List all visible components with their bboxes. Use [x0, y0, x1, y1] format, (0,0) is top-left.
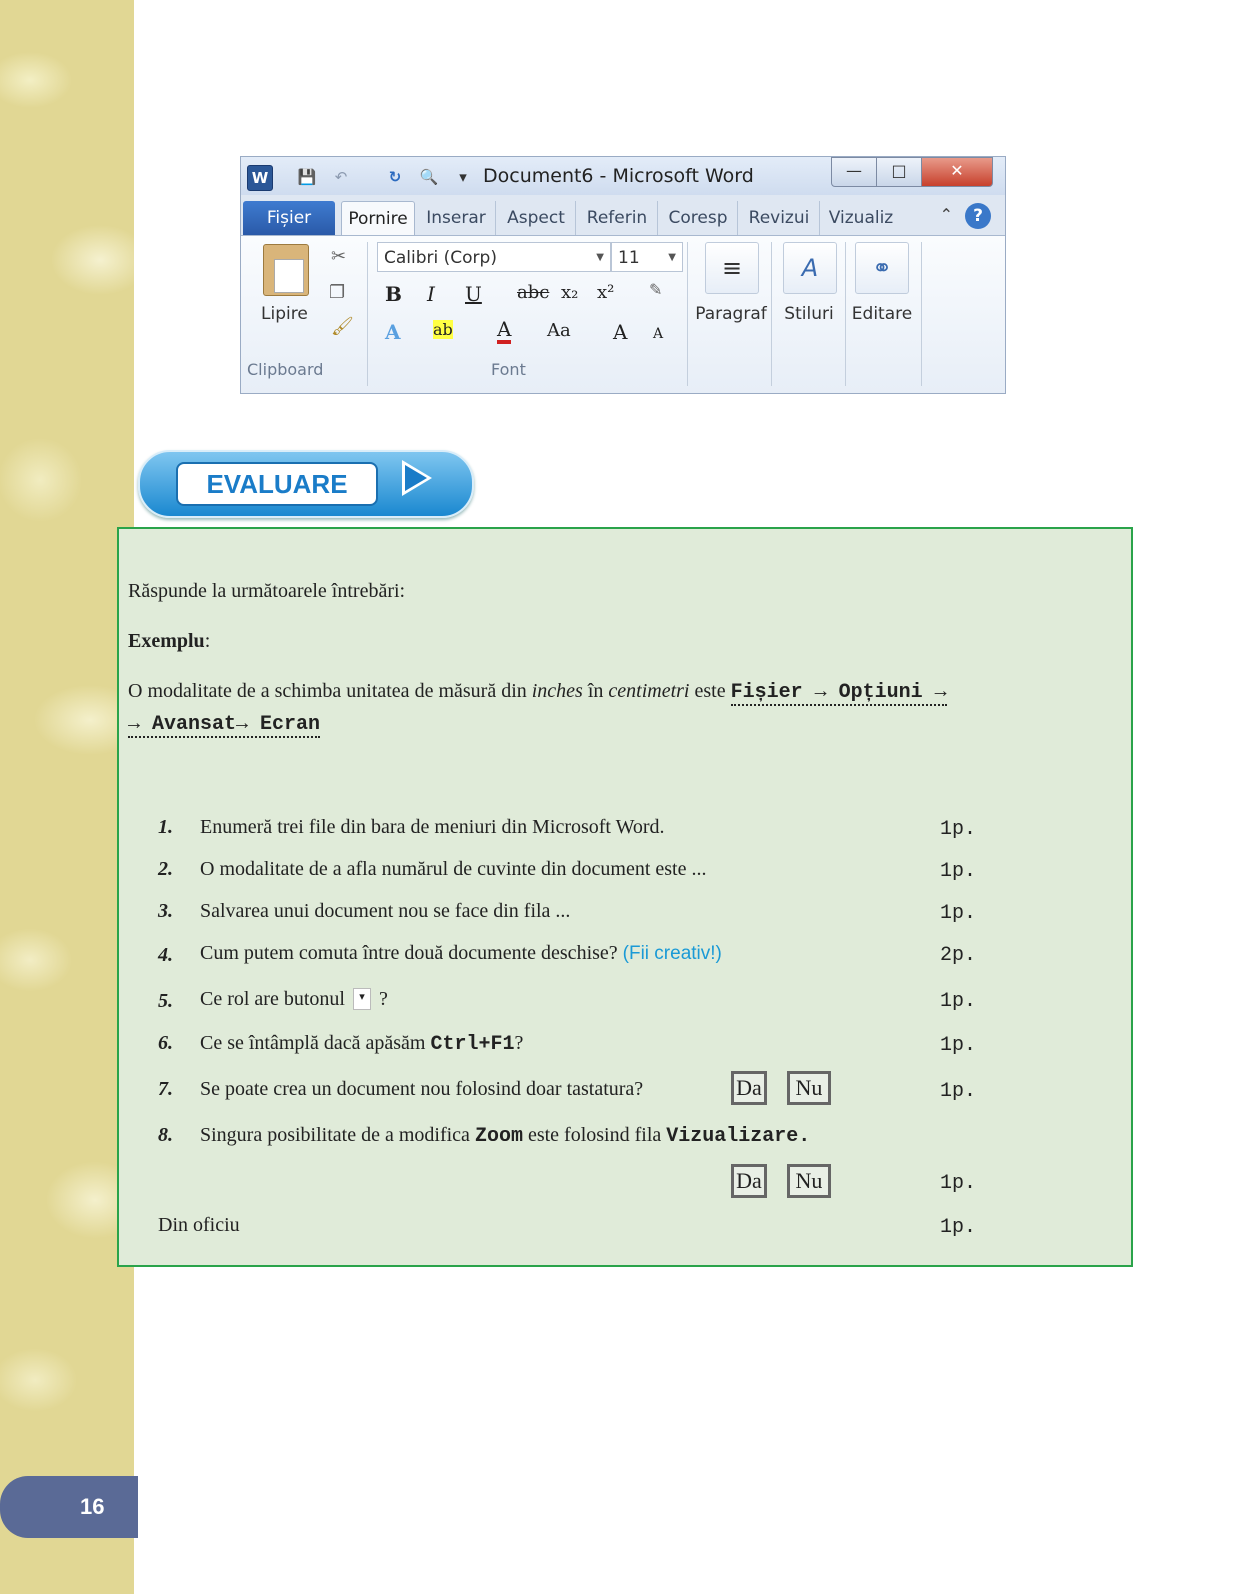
redo-icon[interactable]: ↻	[388, 168, 402, 186]
paragraph-icon[interactable]: ≡	[705, 242, 759, 294]
example-path-part2: → Avansat→ Ecran	[128, 713, 321, 736]
question-text: Cum putem comuta între două documente deschise?	[200, 942, 618, 964]
paste-label[interactable]: Lipire	[261, 304, 308, 324]
example-path-line2	[128, 712, 320, 736]
question-text: Salvarea unui document nou se face din fila ...	[200, 900, 571, 922]
question-hint: (Fii creativ!)	[622, 943, 722, 964]
ribbon-tabs	[241, 197, 1005, 235]
example-heading: Exemplu:	[128, 630, 211, 652]
grow-font-icon[interactable]: A	[613, 320, 628, 344]
question-points: 2p.	[940, 944, 977, 967]
example-mid: în	[582, 680, 609, 702]
question-text-end: ?	[378, 988, 388, 1010]
tab-references[interactable]: Referin	[577, 201, 658, 235]
highlight-icon[interactable]: ab	[433, 320, 453, 339]
question-points: 1p.	[940, 860, 977, 883]
undo-icon[interactable]: ↶	[334, 168, 348, 186]
tab-keyword: Vizualizare.	[666, 1125, 811, 1148]
quiz-intro: Răspunde la următoarele întrebări:	[128, 580, 406, 602]
word-logo-icon: W	[247, 165, 273, 191]
chevron-down-icon: ▼	[596, 252, 604, 263]
close-button[interactable]: ✕	[921, 157, 993, 187]
question-points: 1p.	[940, 1034, 977, 1057]
question-text: Se poate crea un document nou folosind doar tastatura?	[200, 1078, 644, 1100]
example-label: Exemplu	[128, 630, 205, 652]
tab-home[interactable]: Pornire	[341, 201, 415, 236]
question-text-row	[200, 942, 722, 965]
group-separator	[771, 242, 772, 386]
find-binoculars-icon[interactable]: ⚭	[855, 242, 909, 294]
font-group-label: Font	[491, 360, 526, 379]
question-points: 1p.	[940, 1080, 977, 1103]
editing-label[interactable]: Editare	[851, 304, 913, 324]
question-text-end: ?	[514, 1032, 524, 1054]
question-number: 2.	[158, 858, 173, 880]
answer-yes-box[interactable]: Da	[731, 1164, 767, 1198]
tab-file[interactable]: Fișier	[243, 201, 335, 235]
tab-view[interactable]: Vizualiz	[828, 208, 894, 228]
example-sentence	[128, 680, 947, 704]
question-number: 5.	[158, 990, 173, 1012]
cut-icon[interactable]: ✂	[331, 246, 347, 267]
font-color-icon[interactable]: A	[497, 318, 511, 344]
example-unit-from: inches	[531, 680, 583, 702]
italic-icon[interactable]: I	[427, 282, 435, 306]
word-ribbon-screenshot	[240, 156, 1006, 394]
play-arrow-icon	[402, 460, 432, 496]
font-name-value: Calibri (Corp)	[384, 248, 497, 268]
tab-mailings[interactable]: Coresp	[659, 201, 738, 235]
evaluare-label: EVALUARE	[176, 462, 378, 506]
question-number: 6.	[158, 1032, 173, 1054]
subscript-icon[interactable]: x₂	[561, 282, 579, 303]
styles-icon[interactable]: A	[783, 242, 837, 294]
question-number: 7.	[158, 1078, 173, 1100]
question-text: Ce rol are butonul	[200, 988, 345, 1010]
shortcut-keys: Ctrl+F1	[430, 1033, 515, 1056]
example-suffix: este	[689, 680, 731, 702]
question-text: Singura posibilitate de a modifica	[200, 1124, 475, 1146]
answer-no-box[interactable]: Nu	[787, 1071, 831, 1105]
underline-icon[interactable]: U	[465, 282, 482, 306]
group-separator	[921, 242, 922, 386]
tab-review[interactable]: Revizui	[739, 201, 820, 235]
question-number: 4.	[158, 944, 173, 966]
tab-insert[interactable]: Inserar	[417, 201, 496, 235]
question-text-row	[200, 988, 388, 1011]
bold-icon[interactable]: B	[385, 282, 402, 306]
minimize-ribbon-icon[interactable]: ⌃	[939, 205, 953, 224]
answer-no-box[interactable]: Nu	[787, 1164, 831, 1198]
zoom-keyword: Zoom	[474, 1125, 523, 1148]
official-points-label: Din oficiu	[158, 1214, 240, 1236]
group-separator	[687, 242, 688, 386]
customize-toolbar-icon[interactable]: ▾	[459, 168, 467, 186]
change-case-icon[interactable]: Aa	[547, 320, 571, 341]
superscript-icon[interactable]: x²	[597, 282, 615, 303]
title-bar	[241, 157, 1005, 195]
page-number: 16	[80, 1494, 105, 1519]
font-size-select[interactable]	[611, 242, 683, 272]
question-points: 1p.	[940, 902, 977, 925]
save-icon[interactable]: 💾	[297, 168, 317, 186]
help-icon[interactable]: ?	[965, 203, 991, 229]
group-separator	[367, 242, 368, 386]
evaluare-banner	[138, 450, 474, 518]
answer-yes-box[interactable]: Da	[731, 1071, 767, 1105]
print-preview-icon[interactable]: 🔍	[419, 168, 439, 186]
question-points: 1p.	[940, 818, 977, 841]
font-size-value: 11	[618, 248, 640, 268]
question-text-mid: este folosind fila	[522, 1124, 667, 1146]
example-prefix: O modalitate de a schimba unitatea de măsură din	[128, 680, 532, 702]
font-name-select[interactable]	[377, 242, 611, 272]
decorative-margin	[0, 0, 134, 1594]
copy-icon[interactable]: ❐	[329, 282, 346, 303]
question-number: 1.	[158, 816, 173, 838]
format-painter-icon[interactable]: 🖌	[331, 316, 354, 337]
window-title: Document6 - Microsoft Word	[483, 165, 754, 187]
example-path-part1: Fișier → Opțiuni →	[730, 681, 947, 704]
maximize-button[interactable]: □	[876, 157, 922, 187]
chevron-down-icon: ▼	[668, 252, 676, 263]
question-number: 8.	[158, 1124, 173, 1146]
evaluation-box	[117, 527, 1133, 1267]
page-number-tab	[0, 1476, 138, 1538]
strikethrough-icon[interactable]: abc	[517, 282, 550, 303]
question-text-row	[200, 1032, 523, 1056]
clear-formatting-icon[interactable]: ✎	[649, 280, 663, 299]
question-text: O modalitate de a afla numărul de cuvinte din document este ...	[200, 858, 707, 880]
text-effects-icon[interactable]: A	[385, 320, 401, 344]
example-unit-to: centimetri	[608, 680, 690, 702]
paste-icon[interactable]	[263, 244, 309, 296]
question-text: Ce se întâmplă dacă apăsăm	[200, 1032, 431, 1054]
question-number: 3.	[158, 900, 173, 922]
official-points: 1p.	[940, 1216, 977, 1239]
clipboard-group-label: Clipboard	[247, 360, 324, 379]
minimize-button[interactable]: —	[831, 157, 877, 187]
customize-toolbar-icon: ▾	[353, 988, 371, 1010]
tab-layout[interactable]: Aspect	[497, 201, 576, 235]
question-points: 1p.	[940, 990, 977, 1013]
paragraph-label[interactable]: Paragraf	[695, 304, 767, 324]
ribbon-body	[241, 235, 1005, 394]
styles-label[interactable]: Stiluri	[784, 304, 834, 324]
question-text-row	[200, 1124, 810, 1148]
shrink-font-icon[interactable]: A	[653, 326, 664, 342]
question-points: 1p.	[940, 1172, 977, 1195]
question-text: Enumeră trei file din bara de meniuri din Microsoft Word.	[200, 816, 665, 838]
